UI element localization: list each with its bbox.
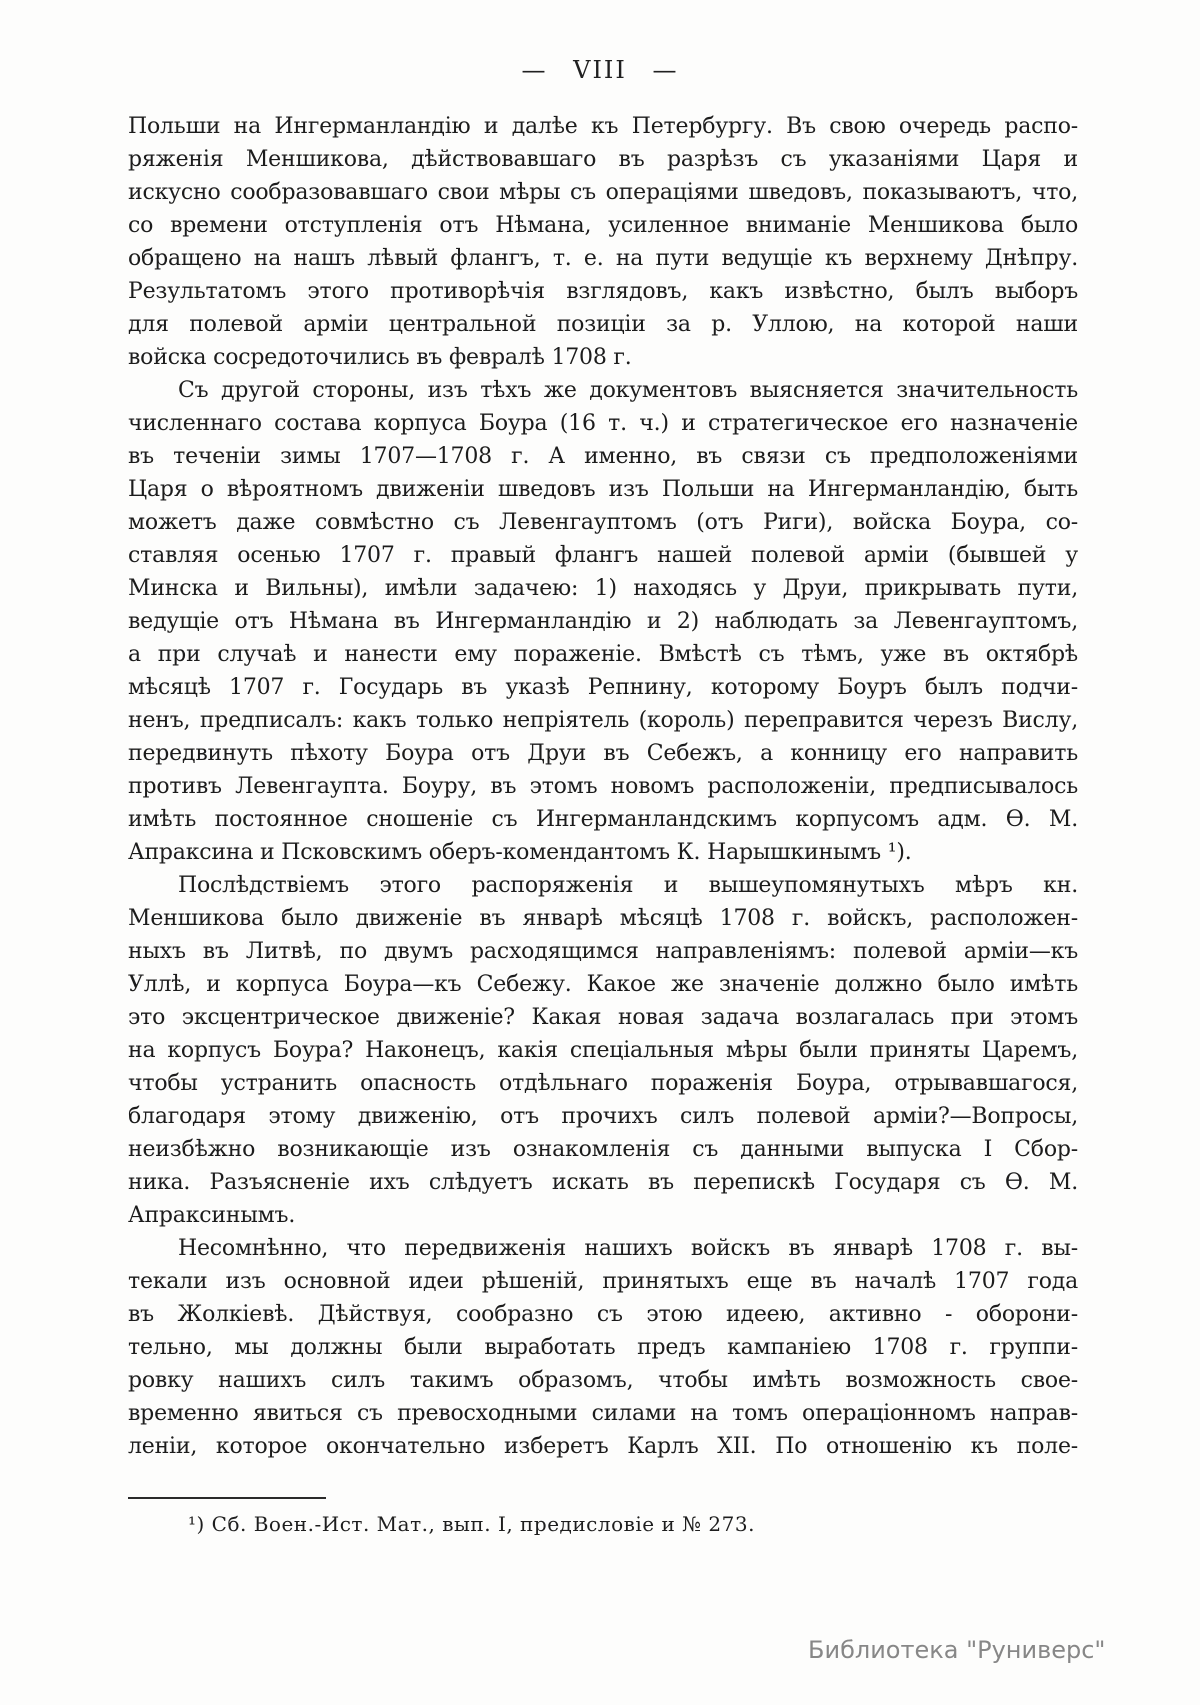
text-line: ника. Разъясненіе ихъ слѣдуетъ искать въ перепискѣ Государя съ Ѳ. М. (128, 1170, 1078, 1195)
text-line: войска сосредоточились въ февралѣ 1708 г. (128, 345, 632, 370)
text-line: временно явиться съ превосходными силами на томъ операціонномъ направ- (128, 1401, 1078, 1426)
text-line: Царя о вѣроятномъ движеніи шведовъ изъ Польши на Ингерманландію, быть (128, 477, 1078, 502)
text-line: ведущіе отъ Нѣмана въ Ингерманландію и 2) наблюдать за Левенгауптомъ, (128, 609, 1078, 634)
text-line: на корпусъ Боура? Наконецъ, какія спеціальныя мѣры были приняты Царемъ, (128, 1038, 1078, 1063)
text-line: имѣть постоянное сношеніе съ Ингерманландскимъ корпусомъ адм. Ѳ. М. (128, 807, 1078, 832)
text-line: Минска и Вильны), имѣли задачею: 1) находясь у Друи, прикрывать пути, (128, 576, 1078, 601)
text-line: ряженія Меншикова, дѣйствовавшаго въ разрѣзъ съ указаніями Царя и (128, 147, 1078, 172)
paragraph (128, 869, 1078, 1232)
library-watermark: Библиотека "Руниверс" (808, 1636, 1106, 1664)
text-line: численнаго состава корпуса Боура (16 т. ч.) и стратегическое его назначеніе (128, 411, 1078, 436)
text-line: благодаря этому движенію, отъ прочихъ силъ полевой арміи?—Вопросы, (128, 1104, 1078, 1129)
text-line: Меншикова было движеніе въ январѣ мѣсяцѣ 1708 г. войскъ, расположен- (128, 906, 1078, 931)
page-number: — VIII — (521, 56, 679, 84)
text-line: неизбѣжно возникающіе изъ ознакомленія съ данными выпуска I Сбор- (128, 1137, 1078, 1162)
text-line: текали изъ основной идеи рѣшеній, принятыхъ еще въ началѣ 1707 года (128, 1269, 1078, 1294)
text-line: Уллѣ, и корпуса Боура—къ Себежу. Какое же значеніе должно было имѣть (128, 972, 1078, 997)
text-line: Польши на Ингерманландію и далѣе къ Петербургу. Въ свою очередь распо- (128, 114, 1078, 139)
text-line: въ теченіи зимы 1707—1708 г. А именно, въ связи съ предположеніями (128, 444, 1078, 469)
text-line: Результатомъ этого противорѣчія взглядовъ, какъ извѣстно, былъ выборъ (128, 279, 1078, 304)
paragraph (128, 374, 1078, 869)
text-line: можетъ даже совмѣстно съ Левенгауптомъ (отъ Риги), войска Боура, со- (128, 510, 1078, 535)
text-line: Съ другой стороны, изъ тѣхъ же документовъ выясняется значительность (178, 378, 1078, 403)
text-block (128, 110, 1078, 1463)
text-line: леніи, которое окончательно изберетъ Карлъ XII. По отношенію къ поле- (128, 1434, 1078, 1459)
footnote-divider (128, 1497, 326, 1499)
text-line: это эксцентрическое движеніе? Какая новая задача возлагалась при этомъ (128, 1005, 1078, 1030)
text-line: чтобы устранить опасность отдѣльнаго пораженія Боура, отрывавшагося, (128, 1071, 1078, 1096)
text-line: мѣсяцѣ 1707 г. Государь въ указѣ Репнину, которому Боуръ былъ подчи- (128, 675, 1078, 700)
text-line: ровку нашихъ силъ такимъ образомъ, чтобы имѣть возможность свое- (128, 1368, 1078, 1393)
text-line: тельно, мы должны были выработать предъ кампаніею 1708 г. группи- (128, 1335, 1078, 1360)
text-line: для полевой арміи центральной позиціи за р. Уллою, на которой наши (128, 312, 1078, 337)
paragraph (128, 1232, 1078, 1463)
text-line: ставляя осенью 1707 г. правый флангъ нашей полевой арміи (бывшей у (128, 543, 1078, 568)
text-line: передвинуть пѣхоту Боура отъ Друи въ Себежъ, а конницу его направить (128, 741, 1078, 766)
text-line: противъ Левенгаупта. Боуру, въ этомъ новомъ расположеніи, предписывалось (128, 774, 1078, 799)
text-line: ненъ, предписалъ: какъ только непріятель (король) переправится черезъ Вислу, (128, 708, 1078, 733)
text-line: искусно сообразовавшаго свои мѣры съ операціями шведовъ, показываютъ, что, (128, 180, 1078, 205)
text-line: обращено на нашъ лѣвый флангъ, т. е. на пути ведущіе къ верхнему Днѣпру. (128, 246, 1078, 271)
paragraph (128, 110, 1078, 374)
text-line: Апраксинымъ. (128, 1203, 296, 1228)
footnote: ¹) Сб. Воен.-Ист. Мат., вып. I, предисловіе и № 273. (188, 1512, 755, 1536)
text-line: въ Жолкіевѣ. Дѣйствуя, сообразно съ этою идеею, активно - оборони- (128, 1302, 1078, 1327)
text-line: Несомнѣнно, что передвиженія нашихъ войскъ въ январѣ 1708 г. вы- (178, 1236, 1078, 1261)
text-line: Послѣдствіемъ этого распоряженія и вышеупомянутыхъ мѣръ кн. (178, 873, 1078, 898)
text-line: ныхъ въ Литвѣ, по двумъ расходящимся направленіямъ: полевой арміи—къ (128, 939, 1078, 964)
text-line: а при случаѣ и нанести ему пораженіе. Вмѣстѣ съ тѣмъ, уже въ октябрѣ (128, 642, 1078, 667)
text-line: со времени отступленія отъ Нѣмана, усиленное вниманіе Меншикова было (128, 213, 1078, 238)
text-line: Апраксина и Псковскимъ оберъ-комендантомъ К. Нарышкинымъ ¹). (128, 840, 912, 865)
